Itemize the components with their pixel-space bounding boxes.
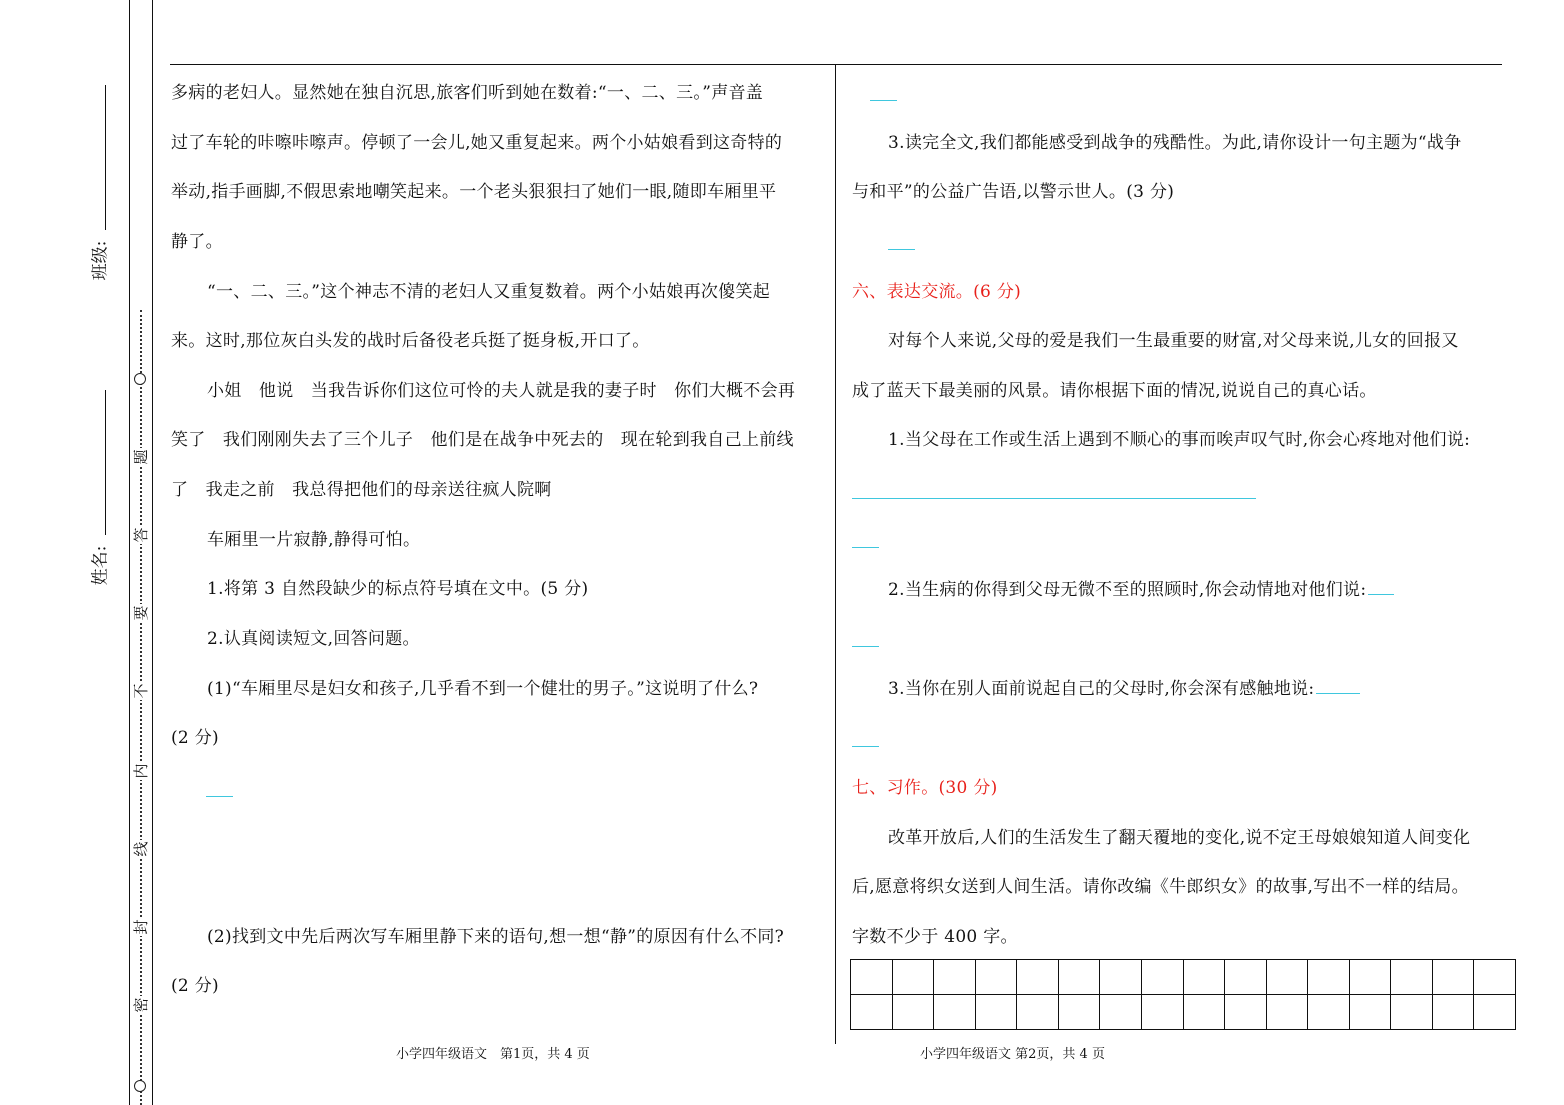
grid-cell[interactable] bbox=[1267, 960, 1309, 995]
grid-cell[interactable] bbox=[851, 960, 893, 995]
text-line: 了 我走之前 我总得把他们的母亲送往疯人院啊 bbox=[171, 480, 552, 500]
footer-left: 小学四年级语文 第1页，共 4 页 bbox=[396, 1047, 590, 1062]
section-7-title: 七、习作。(30 分) bbox=[852, 778, 998, 798]
grid-cell[interactable] bbox=[1391, 995, 1433, 1030]
question-3: 3.读完全文,我们都能感受到战争的残酷性。为此,请你设计一句主题为“战争 bbox=[888, 133, 1462, 153]
question-3-cont: 与和平”的公益广告语,以警示世人。(3 分) bbox=[852, 182, 1175, 202]
grid-cell[interactable] bbox=[1267, 995, 1309, 1030]
answer-blank[interactable] bbox=[206, 796, 233, 797]
grid-cell[interactable] bbox=[1142, 995, 1184, 1030]
answer-blank[interactable] bbox=[852, 498, 1256, 499]
seal-line bbox=[140, 310, 142, 1105]
grid-cell[interactable] bbox=[1225, 995, 1267, 1030]
grid-cell[interactable] bbox=[1474, 960, 1516, 995]
grid-cell[interactable] bbox=[1225, 960, 1267, 995]
text-line: 多病的老妇人。显然她在独自沉思,旅客们听到她在数着:“一、二、三。”声音盖 bbox=[171, 83, 764, 103]
grid-cell[interactable] bbox=[1017, 995, 1059, 1030]
grid-cell[interactable] bbox=[1059, 960, 1101, 995]
seal-char: 题 bbox=[132, 449, 150, 465]
question-2-1-score: (2 分) bbox=[171, 728, 219, 748]
composition-grid[interactable] bbox=[850, 959, 1516, 1030]
grid-cell[interactable] bbox=[1100, 960, 1142, 995]
grid-cell[interactable] bbox=[1017, 960, 1059, 995]
answer-blank[interactable] bbox=[852, 547, 879, 548]
seal-char: 不 bbox=[132, 683, 150, 699]
class-label: 班级: bbox=[90, 240, 111, 281]
seal-char: 内 bbox=[132, 763, 150, 779]
section-6-q2-text: 2.当生病的你得到父母无微不至的照顾时,你会动情地对他们说: bbox=[888, 580, 1367, 600]
seal-char: 密 bbox=[132, 997, 150, 1013]
grid-cell[interactable] bbox=[1350, 960, 1392, 995]
seal-circle-bottom bbox=[134, 1080, 146, 1092]
seal-char: 答 bbox=[132, 527, 150, 543]
section-6-q3 bbox=[888, 677, 1360, 701]
text-line: 来。这时,那位灰白头发的战时后备役老兵挺了挺身板,开口了。 bbox=[171, 331, 650, 351]
section-6-intro: 对每个人来说,父母的爱是我们一生最重要的财富,对父母来说,儿女的回报又 bbox=[888, 331, 1459, 351]
text-line: 笑了 我们刚刚失去了三个儿子 他们是在战争中死去的 现在轮到我自己上前线 bbox=[171, 430, 794, 450]
grid-cell[interactable] bbox=[1350, 995, 1392, 1030]
section-6-intro: 成了蓝天下最美丽的风景。请你根据下面的情况,说说自己的真心话。 bbox=[852, 381, 1377, 401]
grid-cell[interactable] bbox=[1308, 995, 1350, 1030]
section-6-q1: 1.当父母在工作或生活上遇到不顺心的事而唉声叹气时,你会心疼地对他们说: bbox=[888, 430, 1471, 450]
grid-cell[interactable] bbox=[851, 995, 893, 1030]
question-2-2-score: (2 分) bbox=[171, 976, 219, 996]
section-7-prompt: 后,愿意将织女送到人间生活。请你改编《牛郎织女》的故事,写出不一样的结局。 bbox=[852, 877, 1469, 897]
grid-cell[interactable] bbox=[893, 960, 935, 995]
grid-cell[interactable] bbox=[1184, 995, 1226, 1030]
grid-cell[interactable] bbox=[1391, 960, 1433, 995]
grid-cell[interactable] bbox=[1308, 960, 1350, 995]
grid-cell[interactable] bbox=[893, 995, 935, 1030]
class-blank bbox=[105, 85, 106, 230]
grid-cell[interactable] bbox=[1433, 995, 1475, 1030]
grid-cell[interactable] bbox=[934, 960, 976, 995]
answer-blank[interactable] bbox=[870, 100, 897, 101]
grid-cell[interactable] bbox=[1059, 995, 1101, 1030]
section-6-q2 bbox=[888, 578, 1394, 602]
section-7-prompt: 字数不少于 400 字。 bbox=[852, 927, 1018, 947]
answer-blank[interactable] bbox=[1316, 693, 1360, 694]
footer-right: 小学四年级语文 第2页，共 4 页 bbox=[920, 1047, 1105, 1062]
grid-cell[interactable] bbox=[1184, 960, 1226, 995]
seal-char: 线 bbox=[132, 841, 150, 857]
seal-circle-top bbox=[134, 373, 146, 385]
answer-blank[interactable] bbox=[1368, 594, 1394, 595]
text-line: 车厢里一片寂静,静得可怕。 bbox=[207, 530, 421, 550]
answer-blank[interactable] bbox=[852, 646, 879, 647]
question-1: 1.将第 3 自然段缺少的标点符号填在文中。(5 分) bbox=[207, 579, 589, 599]
question-2-2: (2)找到文中先后两次写车厢里静下来的语句,想一想“静”的原因有什么不同? bbox=[207, 927, 785, 947]
answer-blank[interactable] bbox=[888, 249, 915, 250]
question-2: 2.认真阅读短文,回答问题。 bbox=[207, 629, 420, 649]
top-rule bbox=[170, 64, 1502, 65]
text-line: 小姐 他说 当我告诉你们这位可怜的夫人就是我的妻子时 你们大概不会再 bbox=[207, 381, 796, 401]
question-2-1: (1)“车厢里尽是妇女和孩子,几乎看不到一个健壮的男子。”这说明了什么? bbox=[207, 679, 759, 699]
page-divider bbox=[835, 64, 836, 1044]
section-7-prompt: 改革开放后,人们的生活发生了翻天覆地的变化,说不定王母娘娘知道人间变化 bbox=[888, 828, 1471, 848]
grid-cell[interactable] bbox=[934, 995, 976, 1030]
section-6-q3-text: 3.当你在别人面前说起自己的父母时,你会深有感触地说: bbox=[888, 679, 1315, 699]
section-6-title: 六、表达交流。(6 分) bbox=[852, 282, 1022, 302]
grid-cell[interactable] bbox=[1142, 960, 1184, 995]
name-blank bbox=[105, 390, 106, 535]
text-line: 举动,指手画脚,不假思索地嘲笑起来。一个老头狠狠扫了她们一眼,随即车厢里平 bbox=[171, 182, 777, 202]
grid-cell[interactable] bbox=[1474, 995, 1516, 1030]
grid-cell[interactable] bbox=[1433, 960, 1475, 995]
grid-cell[interactable] bbox=[976, 995, 1018, 1030]
answer-blank[interactable] bbox=[852, 746, 879, 747]
name-label: 姓名: bbox=[90, 545, 111, 586]
seal-char: 封 bbox=[132, 919, 150, 935]
text-line: “一、二、三。”这个神志不清的老妇人又重复数着。两个小姑娘再次傻笑起 bbox=[207, 282, 771, 302]
seal-char: 要 bbox=[132, 605, 150, 621]
grid-cell[interactable] bbox=[976, 960, 1018, 995]
text-line: 过了车轮的咔嚓咔嚓声。停顿了一会儿,她又重复起来。两个小姑娘看到这奇特的 bbox=[171, 133, 783, 153]
grid-cell[interactable] bbox=[1100, 995, 1142, 1030]
text-line: 静了。 bbox=[171, 232, 223, 252]
